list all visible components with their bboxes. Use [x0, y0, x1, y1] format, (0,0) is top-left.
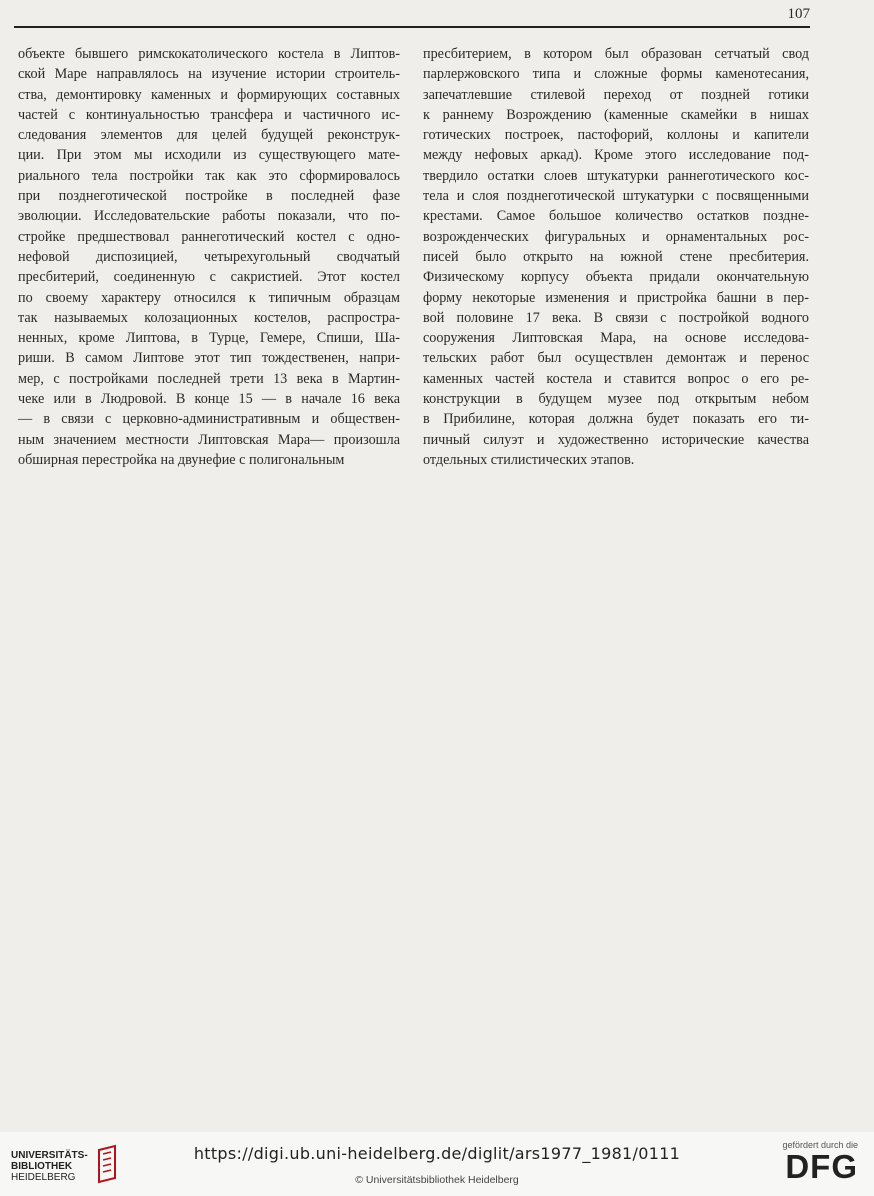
right-line: возрожденческих фигуральных и орнаментальных рос- — [423, 228, 809, 245]
left-line: обширная перестройка на двунефие с полигональным — [18, 451, 345, 468]
left-line: объекте бывшего римскокатолического костела в Липтов- — [18, 46, 400, 62]
right-line: запечатлевшие стилевой переход от поздней готики — [423, 86, 809, 103]
right-line: Физическому корпусу объекта придали окончательную — [423, 269, 809, 286]
right-line: каменных частей костела и ставится вопрос о его ре- — [423, 370, 809, 387]
left-line: ным значением местности Липтовская Мара— произошла — [18, 431, 400, 448]
left-line: пресбитерий, соединенную с сакристией. Этот костел — [18, 269, 400, 286]
logo-line-3: HEIDELBERG — [11, 1172, 76, 1183]
left-line: ненных, кроме Липтова, в Турце, Гемере, Спиши, Ша- — [18, 330, 400, 347]
left-column — [18, 44, 400, 470]
right-column — [423, 44, 809, 470]
copyright-notice: © Universitätsbibliothek Heidelberg — [355, 1174, 519, 1186]
header-rule — [14, 26, 810, 28]
right-line: готических построек, пастофорий, коллоны и капители — [423, 127, 809, 144]
left-line: при позднеготической постройке в последней фазе — [18, 188, 400, 205]
dfg-wordmark: DFG — [785, 1148, 858, 1185]
left-line: чеке или в Людровой. В конце 15 — в начале 16 века — [18, 391, 400, 408]
right-line: конструкции в будущем музее под открытым небом — [423, 391, 809, 408]
right-line: парлержовского типа и сложные формы каменотесания, — [423, 66, 809, 83]
left-line: риального тела постройки так как это сформировалось — [18, 167, 400, 184]
left-line: частей с континуальностью трансфера и частичного ис- — [18, 106, 400, 123]
right-line: к раннему Возрождению (каменные скамейки в нишах — [423, 106, 809, 123]
left-line: по своему характеру относился к типичным образцам — [18, 289, 400, 306]
left-line: следования элементов для целей будущей реконструк- — [18, 127, 400, 144]
left-line: мер, с постройками последней трети 13 века в Мартин- — [18, 370, 400, 387]
logo-line-1: UNIVERSITÄTS- — [11, 1150, 88, 1161]
right-line: твердило остатки слоев штукатурки раннеготического кос- — [423, 167, 809, 184]
right-line: между нефовых аркад). Кроме этого исследование под- — [423, 147, 809, 164]
left-line: риши. В самом Липтове этот тип тождественен, напри- — [18, 350, 400, 367]
source-url[interactable]: https://digi.ub.uni-heidelberg.de/diglit/ars1977_1981/0111 — [193, 1144, 681, 1163]
left-line: стройке предшествовал раннеготический костел с одно- — [18, 228, 400, 245]
right-line: форму некоторые изменения и пристройка башни в пер- — [423, 289, 809, 306]
left-line: ства, демонтировку каменных и формирующих составных — [18, 86, 400, 103]
left-line: — в связи с церковно-административным и обществен- — [18, 411, 400, 428]
right-line: отдельных стилистических этапов. — [423, 451, 635, 468]
left-line: так называемых колозационных костелов, распростра- — [18, 309, 400, 326]
dfg-logo[interactable] — [768, 1140, 858, 1190]
right-line: писей было открыто на южной стене пресбитерия. — [423, 248, 809, 265]
right-line: пресбитерием, в котором был образован сетчатый свод — [423, 46, 809, 62]
left-line: ции. При этом мы исходили из существующего мате- — [18, 147, 400, 164]
right-line: пичный силуэт и художественно исторические качества — [423, 431, 809, 448]
page-number: 107 — [787, 6, 810, 22]
left-line: нефовой диспозицией, четырехугольный сводчатый — [18, 248, 400, 265]
left-line: эволюции. Исследовательские работы показали, что по- — [18, 208, 400, 225]
right-line: крестами. Самое большое количество остатков поздне- — [423, 208, 809, 225]
right-line: сооружения Липтовская Мара, на основе исследова- — [423, 330, 809, 347]
logo-line-2: BIBLIOTHEK — [11, 1161, 73, 1172]
footer-bar — [0, 1132, 874, 1196]
right-line: тельских работ был осуществлен демонтаж и перенос — [423, 350, 809, 367]
right-line: в Прибилине, которая должна будет показать его ти- — [423, 411, 809, 428]
dfg-caption: gefördert durch die — [782, 1140, 858, 1150]
left-line: ской Маре направлялось на изучение истории строитель- — [18, 66, 400, 83]
right-line: тела и слоя позднеготической штукатурки с посвященными — [423, 188, 809, 205]
right-line: вой половине 17 века. В связи с постройкой водного — [423, 309, 809, 326]
